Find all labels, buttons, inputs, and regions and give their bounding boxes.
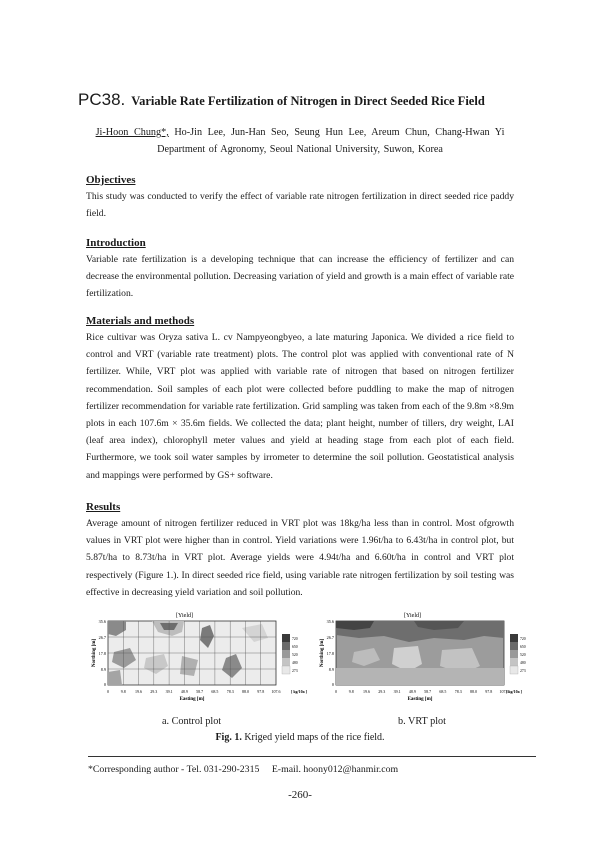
x-tick-label: 48.9 — [408, 689, 416, 694]
heading-methods: Materials and methods — [86, 315, 195, 327]
x-tick-label: 68.5 — [439, 689, 447, 694]
x-tick-label: 58.7 — [196, 689, 204, 694]
heading-introduction: Introduction — [86, 237, 146, 249]
y-tick-label: 0 — [103, 682, 106, 687]
x-tick-label: 88.0 — [470, 689, 477, 694]
x-tick-label: 19.6 — [135, 689, 142, 694]
legend-label: 720 — [292, 637, 298, 641]
panel-a-x-ticks — [107, 689, 281, 694]
legend-label: 273 — [292, 669, 298, 673]
y-axis-label: Northing [m] — [320, 638, 325, 668]
x-tick-label: 78.3 — [226, 689, 234, 694]
page-number: -260- — [288, 789, 312, 801]
y-tick-label: 35.6 — [98, 619, 106, 624]
legend-label: 520 — [520, 653, 526, 657]
corresponding-author: Ji-Hoon Chung*, — [95, 127, 169, 138]
x-tick-label: 58.7 — [424, 689, 432, 694]
legend-swatch — [282, 642, 290, 650]
x-axis-label: Easting [m] — [179, 697, 205, 702]
vrt-plot-map — [320, 613, 526, 702]
x-tick-label: 0 — [335, 689, 337, 694]
panel-a-legend — [282, 634, 298, 674]
y-tick-label: 26.7 — [326, 635, 334, 640]
x-axis-label: Easting [m] — [407, 697, 433, 702]
yield-patch — [108, 670, 122, 685]
y-tick-label: 17.8 — [326, 651, 334, 656]
legend-swatch — [510, 650, 518, 658]
legend-label: 520 — [292, 653, 298, 657]
y-tick-label: 17.8 — [98, 651, 106, 656]
x-tick-label: 78.3 — [454, 689, 462, 694]
x-tick-label: 19.6 — [363, 689, 370, 694]
legend-swatch — [282, 658, 290, 666]
yield-patch — [336, 668, 504, 685]
y-tick-label: 35.6 — [326, 619, 334, 624]
paper-title: Variable Rate Fertilization of Nitrogen in Direct Seeded Rice Field — [131, 94, 485, 108]
caption-control-plot: a. Control plot — [162, 716, 222, 727]
x-tick-label: 107.6 — [499, 689, 509, 694]
legend-swatch — [282, 650, 290, 658]
affiliation: Department of Agronomy, Seoul National University, Suwon, Korea — [157, 144, 443, 155]
x-tick-label: 39.1 — [165, 689, 173, 694]
x-tick-label: 9.8 — [348, 689, 354, 694]
figure-caption — [0, 732, 600, 743]
x-tick-label: 68.5 — [211, 689, 219, 694]
legend-swatch — [510, 658, 518, 666]
panel-b-x-ticks — [335, 689, 509, 694]
control-plot-map — [92, 613, 308, 702]
caption-vrt-plot: b. VRT plot — [398, 716, 446, 727]
abstract-code: PC38. — [78, 90, 126, 109]
y-tick-label: 8.9 — [100, 667, 106, 672]
methods-text: Rice cultivar was Oryza sativa L. cv Nampyeongbyeo, a late maturing Japonica. We divided a rice field to control and VRT (variable rate treatment) plots. The control plot was applied with conventional rate of N fertilizer. While, VRT plot was applied with variable rate of nitrogen that based on nitrogen fertilizer recommendation. Soil samples of each plot were collected before puddling to make the map of nitrogen fertilizer recommendation for variable rate fertilization. Grid sampling was taken from each of the 9.8m ×8.9m plots in each 107.6m × 35.6m fields. We collected the data; plant height, number of tillers, dry weight, LAI (leaf area index), chlorophyll meter values and yield at heading stage from each plot of each field. Furthermore, we took soil water samples by irrometer to determine the soil pollution. Geostatistical analysis and mappings were performed by GS+ software. — [86, 332, 514, 481]
legend-swatch — [282, 634, 290, 642]
objectives-text: This study was conducted to verify the effect of variable rate nitrogen fertilization in direct seeded rice paddy field. — [86, 191, 514, 220]
y-tick-label: 8.9 — [328, 667, 334, 672]
footnote-email: E-mail. hoony012@hanmir.com — [271, 764, 399, 775]
legend-swatch — [510, 634, 518, 642]
x-unit-label: [ kg/10a ] — [291, 689, 307, 694]
figure-caption-text: Kriged yield maps of the rice field. — [244, 732, 385, 743]
legend-label: 480 — [292, 661, 298, 665]
legend-label: 650 — [520, 645, 526, 649]
y-tick-label: 0 — [331, 682, 334, 687]
legend-label: 650 — [292, 645, 298, 649]
panel-a-title: [Yield] — [176, 613, 193, 619]
title-block — [78, 90, 485, 110]
x-tick-label: 29.3 — [378, 689, 386, 694]
footnote-contact: *Corresponding author - Tel. 031-290-2315 — [88, 764, 260, 775]
y-axis-label: Northing [m] — [92, 638, 97, 668]
results-text: Average amount of nitrogen fertilizer reduced in VRT plot was 18kg/ha less than in control. Most ofgrowth values in VRT plot were higher than in control. Yield variations were 1.96t/ha to 6.43t/ha in control plot, but 5.87t/ha to 8.73t/ha in VRT plot. Average yields were 4.94t/ha and 6.60t/ha in control and VRT plot respectively (Figure 1.). In direct seeded rice field, using variable rate nitrogen fertilization by soil testing was effective in decreasing yield variation and soil pollution. — [86, 518, 514, 598]
legend-swatch — [510, 666, 518, 674]
figure-caption-label: Fig. 1. — [215, 732, 242, 743]
kriged-yield-maps-figure — [86, 608, 526, 728]
x-unit-label: [ kg/10a ] — [506, 689, 522, 694]
panel-b-y-ticks — [327, 619, 334, 687]
introduction-text: Variable rate fertilization is a developing technique that can increase the efficiency of fertilizer and can decrease the environmental pollution. Decreasing variation of yield and growth is a main effect of variable rate fertilization. — [86, 254, 514, 300]
x-tick-label: 88.0 — [242, 689, 249, 694]
legend-label: 720 — [520, 637, 526, 641]
panel-a-y-ticks — [99, 619, 106, 687]
heading-results: Results — [86, 501, 121, 513]
footnote — [88, 764, 408, 775]
footer-divider — [88, 756, 536, 757]
panel-b-legend — [510, 634, 526, 674]
x-tick-label: 0 — [107, 689, 109, 694]
panel-b-title: [Yield] — [404, 613, 421, 619]
legend-label: 480 — [520, 661, 526, 665]
x-tick-label: 97.8 — [485, 689, 493, 694]
co-authors: Ho-Jin Lee, Jun-Han Seo, Seung Hun Lee, Areum Chun, Chang-Hwan Yi — [174, 127, 505, 138]
author-list — [0, 127, 600, 138]
heading-objectives: Objectives — [86, 174, 136, 186]
x-tick-label: 9.8 — [120, 689, 126, 694]
x-tick-label: 107.6 — [271, 689, 281, 694]
x-tick-label: 48.9 — [180, 689, 188, 694]
y-tick-label: 26.7 — [98, 635, 106, 640]
legend-swatch — [510, 642, 518, 650]
x-tick-label: 97.8 — [257, 689, 265, 694]
legend-label: 273 — [520, 669, 526, 673]
legend-swatch — [282, 666, 290, 674]
x-tick-label: 29.3 — [150, 689, 158, 694]
x-tick-label: 39.1 — [393, 689, 401, 694]
